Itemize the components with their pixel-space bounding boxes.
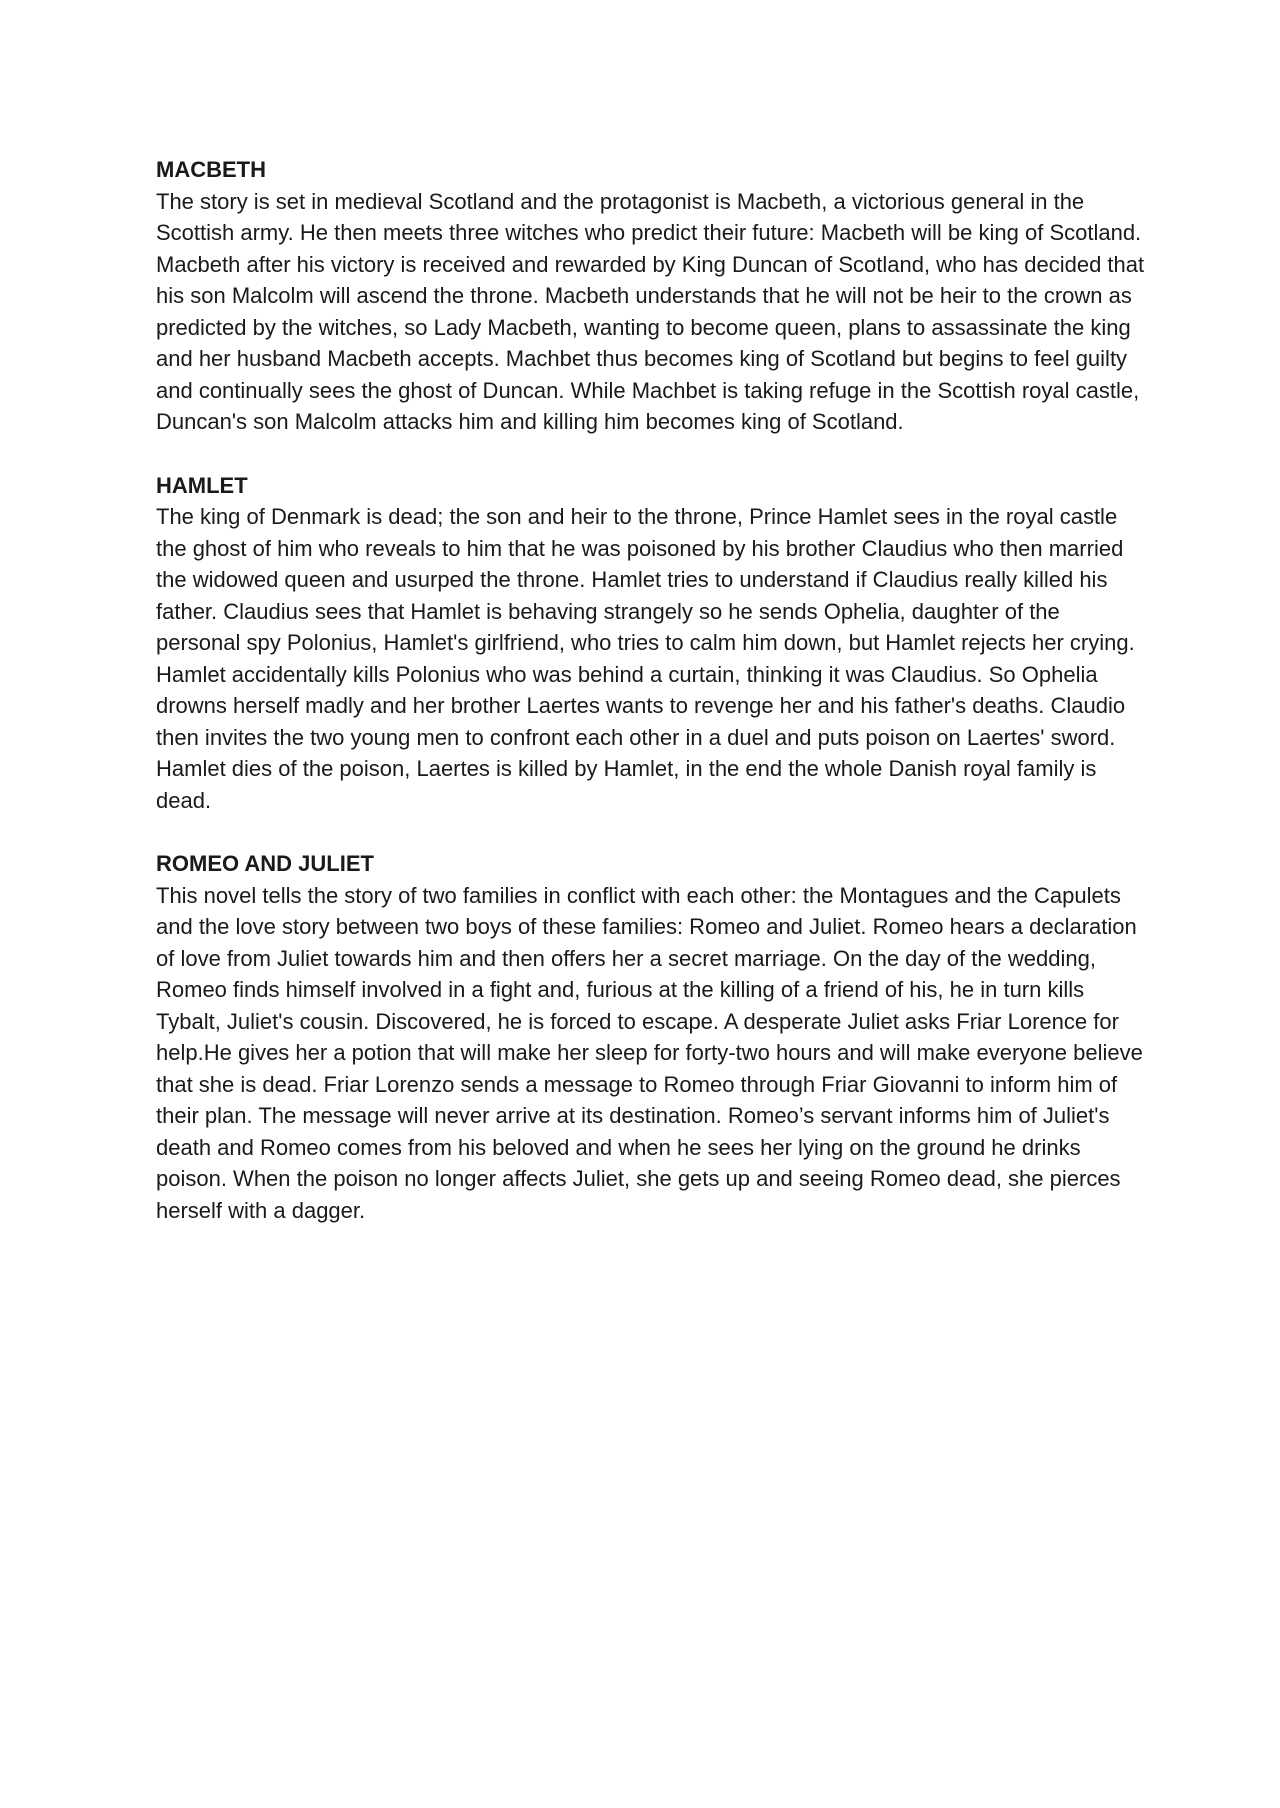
section-title: ROMEO AND JULIET [156, 851, 374, 876]
section-title: MACBETH [156, 157, 266, 182]
document-page [156, 154, 1146, 1258]
section-body: This novel tells the story of two families in conflict with each other: the Montagues and the Capulets and the love story between two boys of these families: Romeo and Juliet. Romeo hears a declaration of love from Juliet towards him and then offers her a secret marriage. On the day of the wedding, Romeo finds himself involved in a fight and, furious at the killing of a friend of his, he in turn kills Tybalt, Juliet's cousin. Discovered, he is forced to escape. A desperate Juliet asks Friar Lorence for help.He gives her a potion that will make her sleep for forty-two hours and will make everyone believe that she is dead. Friar Lorenzo sends a message to Romeo through Friar Giovanni to inform him of their plan. The message will never arrive at its destination. Romeo’s servant informs him of Juliet's death and Romeo comes from his beloved and when he sees her lying on the ground he drinks poison. When the poison no longer affects Juliet, she gets up and seeing Romeo dead, she pierces herself with a dagger. [156, 882, 1143, 1223]
section-title: HAMLET [156, 472, 248, 498]
section-hamlet [156, 470, 1146, 817]
section-macbeth [156, 154, 1146, 438]
section-body: The story is set in medieval Scotland and the protagonist is Macbeth, a victorious general in the Scottish army. He then meets three witches who predict their future: Macbeth will be king of Scotland. Macbeth after his victory is received and rewarded by King Duncan of Scotland, who has decided that his son Malcolm will ascend the throne. Macbeth understands that he will not be heir to the crown as predicted by the witches, so Lady Macbeth, wanting to become queen, plans to assassinate the king and her husband Macbeth accepts. Machbet thus becomes king of Scotland but begins to feel guilty and continually sees the ghost of Duncan. While Machbet is taking refuge in the Scottish royal castle, Duncan's son Malcolm attacks him and killing him becomes king of Scotland. [156, 188, 1145, 434]
section-body: The king of Denmark is dead; the son and heir to the throne, Prince Hamlet sees in the royal castle the ghost of him who reveals to him that he was poisoned by his brother Claudius who then married the widowed queen and usurped the throne. Hamlet tries to understand if Claudius really killed his father. Claudius sees that Hamlet is behaving strangely so he sends Ophelia, daughter of the personal spy Polonius, Hamlet's girlfriend, who tries to calm him down, but Hamlet rejects her crying. Hamlet accidentally kills Polonius who was behind a curtain, thinking it was Claudius. So Ophelia drowns herself madly and her brother Laertes wants to revenge her and his father's deaths. Claudio then invites the two young men to confront each other in a duel and puts poison on Laertes' sword. Hamlet dies of the poison, Laertes is killed by Hamlet, in the end the whole Danish royal family is dead. [156, 504, 1135, 813]
section-romeo-and-juliet [156, 848, 1146, 1226]
